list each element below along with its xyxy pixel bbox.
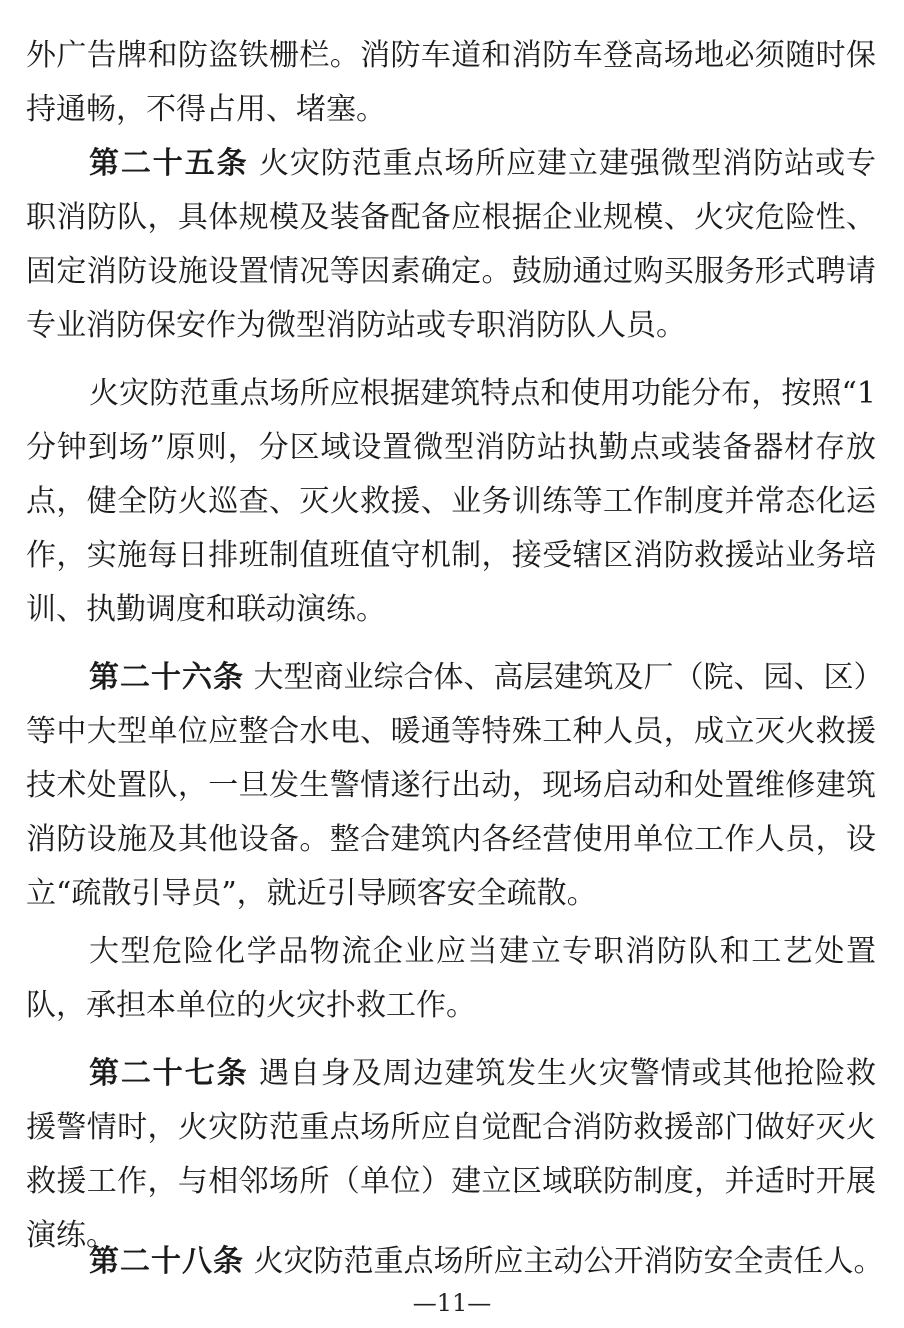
text-line: 演练。 [26,1218,116,1253]
text-line: 专业消防保安作为微型消防站或专职消防队人员。 [26,308,686,343]
text-run: 火灾防范重点场所应主动公开消防安全责任人。 [253,1244,884,1279]
text-line: 持通畅，不得占用、堵塞。 [26,92,386,127]
text-line: 消防设施及其他设备。整合建筑内各经营使用单位工作人员，设 [26,822,876,857]
text-line: 外广告牌和防盗铁栅栏。消防车道和消防车登高场地必须随时保 [26,38,876,73]
text-line: 援警情时，火灾防范重点场所应自觉配合消防救援部门做好灭火 [26,1110,876,1145]
article-heading: 第二十八条 [89,1244,244,1279]
text-line: 职消防队，具体规模及装备配备应根据企业规模、火灾危险性、 [26,200,876,235]
text-line: 救援工作，与相邻场所（单位）建立区域联防制度，并适时开展 [26,1164,876,1199]
text-line: 队，承担本单位的火灾扑救工作。 [26,988,476,1023]
text-line: 大型危险化学品物流企业应当建立专职消防队和工艺处置 [89,934,876,969]
article-heading: 第二十六条 [89,660,244,695]
article-first-line [0,142,904,186]
article-first-line [0,1240,904,1284]
text-line: 立“疏散引导员”，就近引导顾客安全疏散。 [26,876,597,911]
text-line: 点，健全防火巡查、灭火救援、业务训练等工作制度并常态化运 [26,484,876,519]
text-run: 遇自身及周边建筑发生火灾警情或其他抢险救 [258,1056,877,1091]
text-line: 作，实施每日排班制值班值守机制，接受辖区消防救援站业务培 [26,538,876,573]
text-run: 大型商业综合体、高层建筑及厂（院、园、区） [253,660,884,695]
article-first-line [0,656,904,700]
text-line: 训、执勤调度和联动演练。 [26,592,386,627]
text-line: 火灾防范重点场所应根据建筑特点和使用功能分布，按照“1 [89,376,876,411]
page-number: —11— [412,1289,492,1317]
text-line: 分钟到场”原则，分区域设置微型消防站执勤点或装备器材存放 [26,430,876,465]
article-heading: 第二十五条 [89,146,249,181]
article-heading: 第二十七条 [89,1056,249,1091]
text-run: 火灾防范重点场所应建立建强微型消防站或专 [258,146,877,181]
article-first-line [0,1052,904,1096]
text-line: 等中大型单位应整合水电、暖通等特殊工种人员，成立灭火救援 [26,714,876,749]
text-line: 技术处置队，一旦发生警情遂行出动，现场启动和处置维修建筑 [26,768,876,803]
text-line: 固定消防设施设置情况等因素确定。鼓励通过购买服务形式聘请 [26,254,876,289]
